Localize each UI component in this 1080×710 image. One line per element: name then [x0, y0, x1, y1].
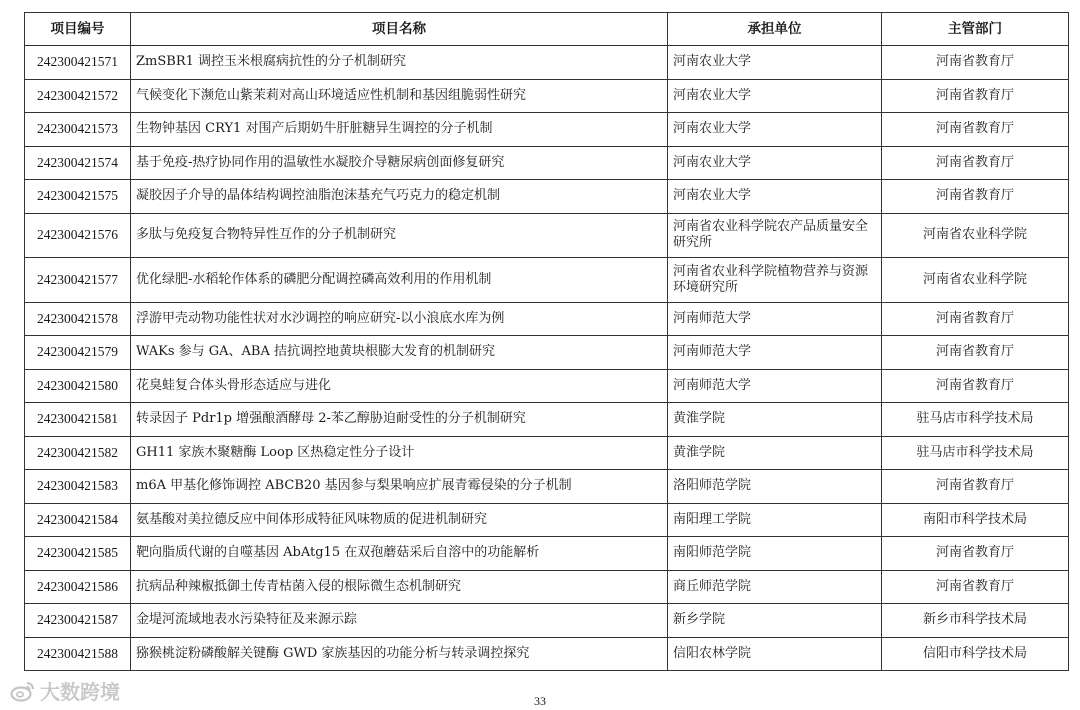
- project-id-cell: 242300421573: [25, 113, 131, 147]
- project-id-cell: 242300421585: [25, 537, 131, 571]
- table-row: [25, 403, 1069, 437]
- supervising-dept-cell: 河南省教育厅: [882, 369, 1069, 403]
- project-id-cell: 242300421574: [25, 146, 131, 180]
- undertaking-unit-cell: 新乡学院: [668, 604, 882, 638]
- project-name-cell: 靶向脂质代谢的自噬基因 AbAtg15 在双孢蘑菇采后自溶中的功能解析: [131, 537, 668, 571]
- supervising-dept-cell: 河南省农业科学院: [882, 258, 1069, 303]
- undertaking-unit-cell: 河南师范大学: [668, 336, 882, 370]
- supervising-dept-cell: 河南省教育厅: [882, 470, 1069, 504]
- project-name-cell: m6A 甲基化修饰调控 ABCB20 基因参与梨果响应扩展青霉侵染的分子机制: [131, 470, 668, 504]
- project-id-cell: 242300421576: [25, 213, 131, 258]
- project-table: [24, 12, 1069, 671]
- project-id-cell: 242300421572: [25, 79, 131, 113]
- table-header-row: [25, 13, 1069, 46]
- header-supervising-dept: 主管部门: [882, 13, 1069, 46]
- undertaking-unit-cell: 黄淮学院: [668, 436, 882, 470]
- project-id-cell: 242300421577: [25, 258, 131, 303]
- project-name-cell: 多肽与免疫复合物特异性互作的分子机制研究: [131, 213, 668, 258]
- project-id-cell: 242300421580: [25, 369, 131, 403]
- undertaking-unit-cell: 河南师范大学: [668, 302, 882, 336]
- header-project-id: 项目编号: [25, 13, 131, 46]
- project-name-cell: 凝胶因子介导的晶体结构调控油脂泡沫基充气巧克力的稳定机制: [131, 180, 668, 214]
- table-row: [25, 258, 1069, 303]
- table-row: [25, 213, 1069, 258]
- table-row: [25, 336, 1069, 370]
- undertaking-unit-cell: 商丘师范学院: [668, 570, 882, 604]
- undertaking-unit-cell: 河南农业大学: [668, 113, 882, 147]
- table-row: [25, 470, 1069, 504]
- table-row: [25, 180, 1069, 214]
- project-name-cell: 金堤河流域地表水污染特征及来源示踪: [131, 604, 668, 638]
- project-id-cell: 242300421584: [25, 503, 131, 537]
- project-name-cell: 生物钟基因 CRY1 对围产后期奶牛肝脏糖异生调控的分子机制: [131, 113, 668, 147]
- table-body: [25, 46, 1069, 671]
- supervising-dept-cell: 驻马店市科学技术局: [882, 403, 1069, 437]
- project-id-cell: 242300421586: [25, 570, 131, 604]
- undertaking-unit-cell: 河南农业大学: [668, 46, 882, 80]
- table-row: [25, 146, 1069, 180]
- project-id-cell: 242300421588: [25, 637, 131, 671]
- undertaking-unit-cell: 河南省农业科学院植物营养与资源环境研究所: [668, 258, 882, 303]
- supervising-dept-cell: 河南省教育厅: [882, 336, 1069, 370]
- project-name-cell: GH11 家族木聚糖酶 Loop 区热稳定性分子设计: [131, 436, 668, 470]
- project-name-cell: 浮游甲壳动物功能性状对水沙调控的响应研究-以小浪底水库为例: [131, 302, 668, 336]
- project-id-cell: 242300421571: [25, 46, 131, 80]
- supervising-dept-cell: 河南省教育厅: [882, 46, 1069, 80]
- supervising-dept-cell: 河南省教育厅: [882, 302, 1069, 336]
- undertaking-unit-cell: 信阳农林学院: [668, 637, 882, 671]
- project-name-cell: ZmSBR1 调控玉米根腐病抗性的分子机制研究: [131, 46, 668, 80]
- undertaking-unit-cell: 河南师范大学: [668, 369, 882, 403]
- project-id-cell: 242300421582: [25, 436, 131, 470]
- project-name-cell: 气候变化下濒危山紫茉莉对高山环境适应性机制和基因组脆弱性研究: [131, 79, 668, 113]
- undertaking-unit-cell: 洛阳师范学院: [668, 470, 882, 504]
- supervising-dept-cell: 南阳市科学技术局: [882, 503, 1069, 537]
- table-row: [25, 570, 1069, 604]
- project-name-cell: WAKs 参与 GA、ABA 拮抗调控地黄块根膨大发育的机制研究: [131, 336, 668, 370]
- table-row: [25, 46, 1069, 80]
- project-id-cell: 242300421581: [25, 403, 131, 437]
- supervising-dept-cell: 河南省教育厅: [882, 79, 1069, 113]
- supervising-dept-cell: 新乡市科学技术局: [882, 604, 1069, 638]
- supervising-dept-cell: 河南省农业科学院: [882, 213, 1069, 258]
- project-name-cell: 花臭蛙复合体头骨形态适应与进化: [131, 369, 668, 403]
- undertaking-unit-cell: 南阳师范学院: [668, 537, 882, 571]
- undertaking-unit-cell: 河南农业大学: [668, 79, 882, 113]
- table-row: [25, 637, 1069, 671]
- project-id-cell: 242300421587: [25, 604, 131, 638]
- header-undertaking-unit: 承担单位: [668, 13, 882, 46]
- table-row: [25, 113, 1069, 147]
- watermark-text: 大数跨境: [40, 680, 120, 704]
- watermark: [10, 676, 120, 705]
- undertaking-unit-cell: 南阳理工学院: [668, 503, 882, 537]
- project-name-cell: 转录因子 Pdr1p 增强酿酒酵母 2-苯乙醇胁迫耐受性的分子机制研究: [131, 403, 668, 437]
- table-row: [25, 79, 1069, 113]
- project-id-cell: 242300421575: [25, 180, 131, 214]
- weibo-logo-icon: [10, 680, 36, 702]
- page-number: 33: [534, 694, 546, 708]
- undertaking-unit-cell: 河南农业大学: [668, 146, 882, 180]
- supervising-dept-cell: 河南省教育厅: [882, 570, 1069, 604]
- table-row: [25, 604, 1069, 638]
- table-row: [25, 436, 1069, 470]
- project-name-cell: 猕猴桃淀粉磷酸解关键酶 GWD 家族基因的功能分析与转录调控探究: [131, 637, 668, 671]
- supervising-dept-cell: 河南省教育厅: [882, 537, 1069, 571]
- table-row: [25, 302, 1069, 336]
- project-id-cell: 242300421579: [25, 336, 131, 370]
- project-id-cell: 242300421578: [25, 302, 131, 336]
- table-row: [25, 369, 1069, 403]
- undertaking-unit-cell: 河南省农业科学院农产品质量安全研究所: [668, 213, 882, 258]
- supervising-dept-cell: 河南省教育厅: [882, 113, 1069, 147]
- project-name-cell: 氨基酸对美拉德反应中间体形成特征风味物质的促进机制研究: [131, 503, 668, 537]
- table-row: [25, 503, 1069, 537]
- project-name-cell: 基于免疫-热疗协同作用的温敏性水凝胶介导糖尿病创面修复研究: [131, 146, 668, 180]
- undertaking-unit-cell: 黄淮学院: [668, 403, 882, 437]
- project-name-cell: 抗病品种辣椒抵御土传青枯菌入侵的根际微生态机制研究: [131, 570, 668, 604]
- project-name-cell: 优化绿肥-水稻轮作体系的磷肥分配调控磷高效利用的作用机制: [131, 258, 668, 303]
- supervising-dept-cell: 河南省教育厅: [882, 180, 1069, 214]
- supervising-dept-cell: 信阳市科学技术局: [882, 637, 1069, 671]
- supervising-dept-cell: 驻马店市科学技术局: [882, 436, 1069, 470]
- undertaking-unit-cell: 河南农业大学: [668, 180, 882, 214]
- project-id-cell: 242300421583: [25, 470, 131, 504]
- supervising-dept-cell: 河南省教育厅: [882, 146, 1069, 180]
- table-row: [25, 537, 1069, 571]
- header-project-name: 项目名称: [131, 13, 668, 46]
